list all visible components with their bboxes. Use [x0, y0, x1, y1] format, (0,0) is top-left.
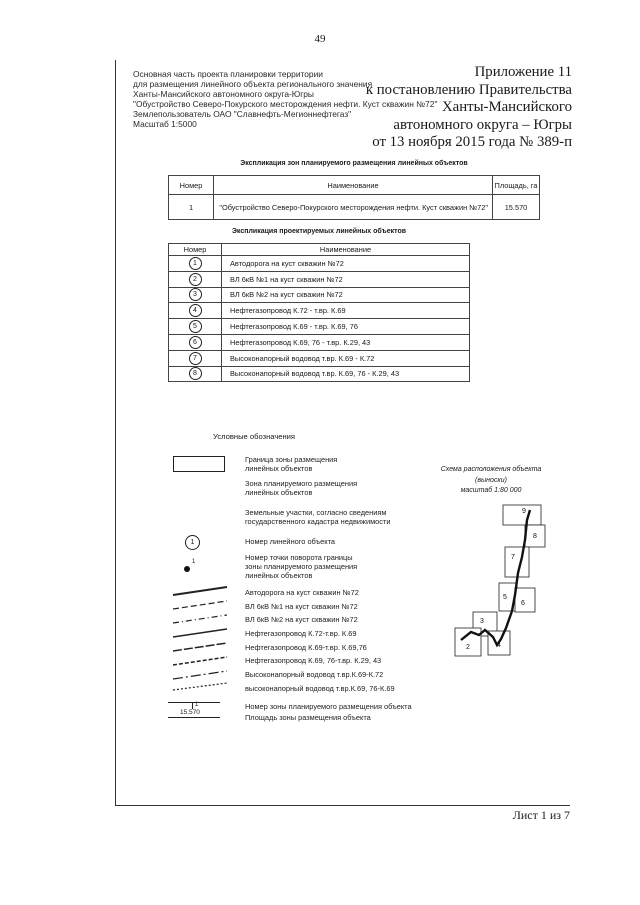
zone-boundary-label: Граница зоны размещения линейных объектов [245, 455, 338, 473]
appendix-header [350, 64, 572, 152]
turn-point-label: Номер точки поворота границы зоны планируемого размещения линейных объектов [245, 553, 358, 580]
objects-table-title: Экспликация проектируемых линейных объектов [231, 228, 407, 235]
table-row [169, 350, 470, 366]
appendix-line: от 13 ноября 2015 года № 389-п [372, 134, 572, 151]
zone-area-sample: 15.570 [180, 709, 200, 716]
object-number-label: Номер линейного объекта [245, 537, 336, 546]
appendix-line: Приложение 11 [474, 64, 572, 80]
power-line-1-icon [173, 601, 227, 609]
object-name-cell: ВЛ 6кВ №1 на куст скважин №72 [222, 271, 470, 287]
object-number-badge: 1 [189, 257, 202, 270]
cadastre-label: Земельные участки, согласно сведениям государственного кадастра недвижимости [245, 508, 391, 526]
sketch-sheet-label: 8 [533, 533, 537, 540]
legend-line-label: Высоконапорный водовод т.вр.К.69-К.72 [245, 670, 384, 679]
object-name-cell: Нефтегазопровод К.69, 76 - т.вр. К.29, 43 [222, 334, 470, 350]
zones-table [168, 175, 540, 220]
table-row [169, 303, 470, 319]
page-number: 49 [314, 33, 326, 45]
sheet-footer: Лист 1 из 7 [512, 808, 570, 822]
table-row [169, 256, 470, 272]
object-number-badge: 7 [189, 352, 202, 365]
table-row [169, 195, 540, 220]
project-header-line: "Обустройство Северо-Покурского месторождения нефти. Куст скважин №72" [133, 99, 438, 110]
table-row [169, 271, 470, 287]
object-name-cell: Высоконапорный водовод т.вр. К.69, 76 - К.29, 43 [222, 366, 470, 382]
planned-zone-label: Зона планируемого размещения линейных объектов [245, 479, 358, 497]
object-name-cell: ВЛ 6кВ №2 на куст скважин №72 [222, 287, 470, 303]
object-name-cell: Нефтегазопровод К.72 - т.вр. К.69 [222, 303, 470, 319]
zone-number-cell: 1 [169, 195, 214, 220]
table-header-row [169, 244, 470, 256]
object-name-cell: Автодорога на куст скважин №72 [222, 256, 470, 272]
road-line-icon [173, 587, 227, 595]
frame-bottom-border [115, 805, 570, 806]
legend-title: Условные обозначения [213, 432, 296, 441]
zone-area-label: Площадь зоны размещения объекта [245, 713, 371, 722]
oil-pipeline-3-icon [173, 657, 227, 665]
objects-table [168, 243, 470, 382]
project-header-line: Землепользователь ОАО "Славнефть-Мегионнефтегаз" [133, 109, 352, 120]
table-row [169, 287, 470, 303]
project-header [133, 69, 438, 130]
object-number-badge: 3 [189, 288, 202, 301]
appendix-line: автономного округа – Югры [393, 116, 572, 133]
legend-line-label: Нефтегазопровод К.72-т.вр. К.69 [245, 629, 357, 638]
location-sketch [445, 495, 555, 670]
project-header-line: Масштаб 1:5000 [133, 119, 197, 130]
table-row [169, 319, 470, 335]
legend-line-label: Нефтегазопровод К.69-т.вр. К.69,76 [245, 643, 367, 652]
sketch-sheet-label: 3 [480, 618, 484, 625]
project-header-line: Основная часть проекта планировки территории [133, 69, 323, 79]
legend-line-label: Автодорога на куст скважин №72 [245, 588, 359, 597]
oil-pipeline-2-icon [173, 643, 227, 651]
legend-line-label: ВЛ 6кВ №1 на куст скважин №72 [245, 602, 358, 611]
sketch-sheet-label: 7 [511, 554, 515, 561]
sketch-sheet-label: 5 [503, 594, 507, 601]
table-header-row [169, 176, 540, 195]
zone-area-cell: 15.570 [493, 195, 540, 220]
sketch-sheet-label: 9 [522, 508, 526, 515]
power-line-2-icon [173, 615, 227, 623]
zone-name-cell: "Обустройство Северо-Покурского месторождения нефти. Куст скважин №72" [214, 195, 493, 220]
column-header: Наименование [214, 176, 493, 195]
turn-point-symbol-number: 1 [192, 559, 196, 565]
object-name-cell: Нефтегазопровод К.69 - т.вр. К.69, 76 [222, 319, 470, 335]
sketch-sheet-2 [455, 628, 481, 656]
frame-left-border [115, 60, 116, 805]
column-header: Площадь, га [493, 176, 540, 195]
column-header: Наименование [222, 244, 470, 256]
table-row [169, 334, 470, 350]
table-row [169, 366, 470, 382]
object-number-badge: 4 [189, 304, 202, 317]
zone-number-symbol: 1 15.570 [168, 702, 220, 718]
oil-pipeline-1-icon [173, 629, 227, 637]
zone-boundary-symbol [173, 456, 225, 472]
sketch-sheet-6 [515, 588, 535, 612]
water-pipeline-2-icon [173, 683, 227, 690]
object-number-badge: 6 [189, 336, 202, 349]
zone-number-label: Номер зоны планируемого размещения объекта [245, 702, 412, 711]
water-pipeline-1-icon [173, 671, 227, 679]
legend-line-label: высоконапорный водовод т.вр.К.69, 76-К.69 [245, 684, 395, 693]
sketch-title: Схема расположения объекта (выноски) масштаб 1:80 000 [440, 466, 542, 494]
object-name-cell: Высоконапорный водовод т.вр. К.69 - К.72 [222, 350, 470, 366]
object-number-badge: 8 [189, 367, 202, 380]
project-header-line: Ханты-Мансийского автономного округа-Югры [133, 89, 314, 100]
sketch-sheet-label: 6 [521, 600, 525, 607]
appendix-line: к постановлению Правительства [365, 81, 572, 98]
legend-line-label: Нефтегазопровод К.69, 76-т.вр. К.29, 43 [245, 656, 382, 665]
object-number-badge: 5 [189, 320, 202, 333]
zones-table-title: Экспликация зон планируемого размещения линейных объектов [240, 160, 468, 167]
column-header: Номер [169, 244, 222, 256]
sketch-sheet-label: 2 [466, 644, 470, 651]
object-number-symbol: 1 [185, 535, 200, 550]
column-header: Номер [169, 176, 214, 195]
appendix-line: Ханты-Мансийского [441, 99, 572, 116]
sketch-sheet-label: 4 [497, 642, 501, 649]
legend-line-label: ВЛ 6кВ №2 на куст скважин №72 [245, 615, 358, 624]
object-number-badge: 2 [189, 273, 202, 286]
project-header-line: для размещения линейного объекта регионального значения [133, 79, 373, 90]
line-symbols [165, 582, 235, 692]
turn-point-dot-icon [184, 566, 190, 572]
